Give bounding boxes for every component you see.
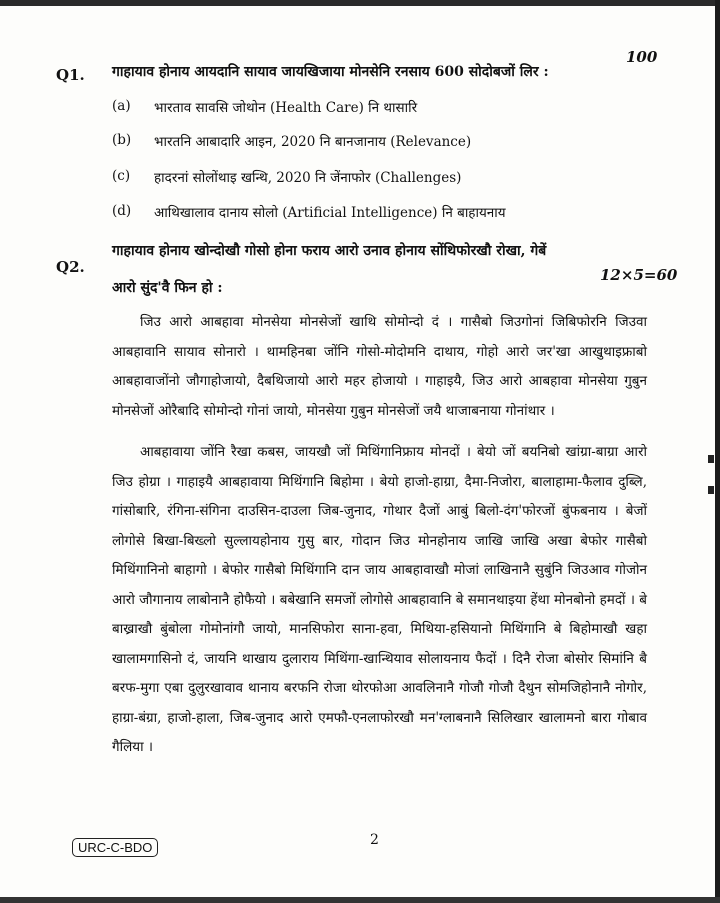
option-letter: (d) <box>112 203 132 219</box>
scan-mark <box>708 486 714 494</box>
option-text: हादरनां सोलोंथाइ खन्थि, 2020 नि जेंनाफोर (Challenges) <box>154 170 462 186</box>
q2-marks: 12×5=60 <box>600 266 678 284</box>
q2-label: Q2. <box>56 258 85 276</box>
q1-label: Q1. <box>56 66 85 84</box>
option-letter: (c) <box>112 168 131 184</box>
option-letter: (b) <box>112 132 132 148</box>
option-text: आथिखालाव दानाय सोलो (Artificial Intelligence) नि बाहायनाय <box>154 205 506 221</box>
option-letter: (a) <box>112 98 131 114</box>
q2-text-line1: गाहायाव होनाय खोन्दोखौ गोसो होना फराय आरो उनाव होनाय सोंथिफोरखौ रोखा, गेबें <box>112 243 547 259</box>
page-number: 2 <box>370 832 379 848</box>
scan-border-top <box>0 0 720 6</box>
q1-text: गाहायाव होनाय आयदानि सायाव जायखिजाया मोनसेनि रनसाय 600 सोदोबजों लिर : <box>112 64 549 80</box>
scan-border-bottom <box>0 897 720 903</box>
option-text: भारतनि आबादारि आइन, 2020 नि बानजानाय (Relevance) <box>154 134 472 150</box>
q2-text-line2: आरो सुंद'वै फिन हो : <box>112 280 223 296</box>
scan-border-right <box>715 0 720 903</box>
q2-passage <box>112 308 647 763</box>
passage-paragraph-1: जिउ आरो आबहावा मोनसेया मोनसेजों खाथि सोमोन्दो दं । गासैबो जिउगोनां जिबिफोरनि जिउवा आबहावानि सायाव सोनारो । थामहिनबा जोंनि गोसो-मोदोमनि दाथाय, गोहो आरो जर'खा आखुथाइफ्राबो आबहावाजोंनो जौगाहोजायो, दैबथिजायो आरो महर होजायो । गाहाइयै, जिउ आरो आबहावा मोनसेया गुबुन मोनसेजों ओरैबादि सोमोन्दो गोनां जायो, मोनसेया गुबुन मोनसेजों जयै थाजाबनाया गोनांथार । <box>112 314 647 419</box>
paper-code: URC-C-BDO <box>72 838 158 857</box>
scan-mark <box>708 455 714 463</box>
option-text: भारताव सावसि जोथोन (Health Care) नि थासारि <box>154 100 418 116</box>
passage-paragraph-2: आबहावाया जोंनि रैखा कबस, जायखौ जों मिथिंगानिफ्राय मोनदों । बेयो जों बयनिबो खांग्रा-बाग्रा आरो जिउ होग्रा । गाहाइयै आबहावाया मिथिंगानि बिहोमा । बेयो हाजो-हाग्रा, दैमा-निजोरा, बालाहामा-फैलाव दुब्लि, गांसोबारि, रंगिना-संगिना दाउसिन-दाउला जिब-जुनाद, गोथार दैजों आबुं बिलो-दंग'फोरजों बुंफबनाय । बेजों लोगोसे बिखा-बिख्लो सुल्लायहोनाय गुसु बार, गोदान जिउ मोनहोनाय जाखि जाखि अखा बेफोर गासैबो मिथिंगानिनो बाहागो । बेफोर गासैबो मिथिंगानि दान जाय आबहावाखौ मोजां लाखिनानै सुबुंनि जिउआव गोजोन आरो जौगानाय लाबोनानै होफैयो । बबेखानि समजों लोगोसे आबहावानि बे समानथाइया हेंथा मोनबोनो हमदों । बे बाख्राखौ बुंबोला गोमोनांगौ जायो, मानसिफोरा साना-हवा, मिथिया-हसियानो मिथिंगानि बे बिहोमाखौ खहा खालामगासिनो दं, जायनि थाखाय दुलाराय मिथिंगा-खान्थियाव सोलायनाय फैदों । दिनै रोजा बोसोर सिमांनि बै बरफ-मुगा एबा दुलुरखावाव थानाय बरफनि रोजा थोरफोआ आवलिनानै गोजौ गोजौ दैथुन सोमजिहोनानै नोगोर, हाग्रा-बंग्रा, हाजो-हाला, जिब-जुनाद आरो एमफौ-एनलाफोरखौ मन'ग्लाबनानै सिलिखार खालामनो बारा गोबाव गैलिया । <box>112 444 647 755</box>
q1-marks: 100 <box>626 48 658 66</box>
